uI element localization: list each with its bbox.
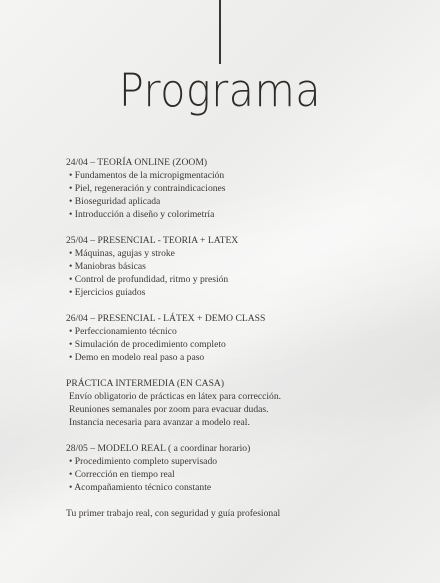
list-item: Instancia necesaria para avanzar a modelo real. — [69, 417, 250, 428]
section-modelo-real — [66, 442, 426, 494]
list-item: • Corrección en tiempo real — [69, 469, 175, 480]
list-item: • Procedimiento completo supervisado — [69, 456, 218, 467]
decorative-vertical-line — [219, 0, 221, 64]
section-heading: 28/05 – MODELO REAL ( a coordinar horario) — [66, 443, 251, 454]
list-item: Reuniones semanales por zoom para evacuar dudas. — [69, 404, 269, 415]
page-title: Programa — [118, 64, 322, 117]
footer-tagline: Tu primer trabajo real, con seguridad y guía profesional — [66, 508, 281, 519]
list-item: • Bioseguridad aplicada — [69, 196, 161, 207]
list-item: • Máquinas, agujas y stroke — [69, 248, 175, 259]
section-heading: 26/04 – PRESENCIAL - LÁTEX + DEMO CLASS — [66, 313, 266, 324]
list-item: • Fundamentos de la micropigmentación — [69, 170, 225, 181]
list-item: • Acompañamiento técnico constante — [69, 482, 212, 493]
list-item: • Demo en modelo real paso a paso — [69, 352, 205, 363]
section-heading: 24/04 – TEORÍA ONLINE (ZOOM) — [66, 157, 208, 168]
list-item: • Control de profundidad, ritmo y presión — [69, 274, 229, 285]
section-heading: 25/04 – PRESENCIAL - TEORIA + LATEX — [66, 235, 239, 246]
list-item: • Piel, regeneración y contraindicaciones — [69, 183, 226, 194]
section-practica-intermedia — [66, 377, 426, 429]
program-content — [66, 156, 426, 520]
list-item: • Introducción a diseño y colorimetría — [69, 209, 215, 220]
section-heading: PRÁCTICA INTERMEDIA (EN CASA) — [66, 378, 225, 389]
list-item: • Simulación de procedimiento completo — [69, 339, 226, 350]
list-item: • Perfeccionamiento técnico — [69, 326, 177, 337]
section-presencial-latex-demo — [66, 312, 426, 364]
list-item: • Ejercicios guiados — [69, 287, 146, 298]
list-item: • Maniobras básicas — [69, 261, 146, 272]
section-teoria-online — [66, 156, 426, 221]
section-presencial-teoria-latex — [66, 234, 426, 299]
list-item: Envío obligatorio de prácticas en látex para corrección. — [69, 391, 282, 402]
